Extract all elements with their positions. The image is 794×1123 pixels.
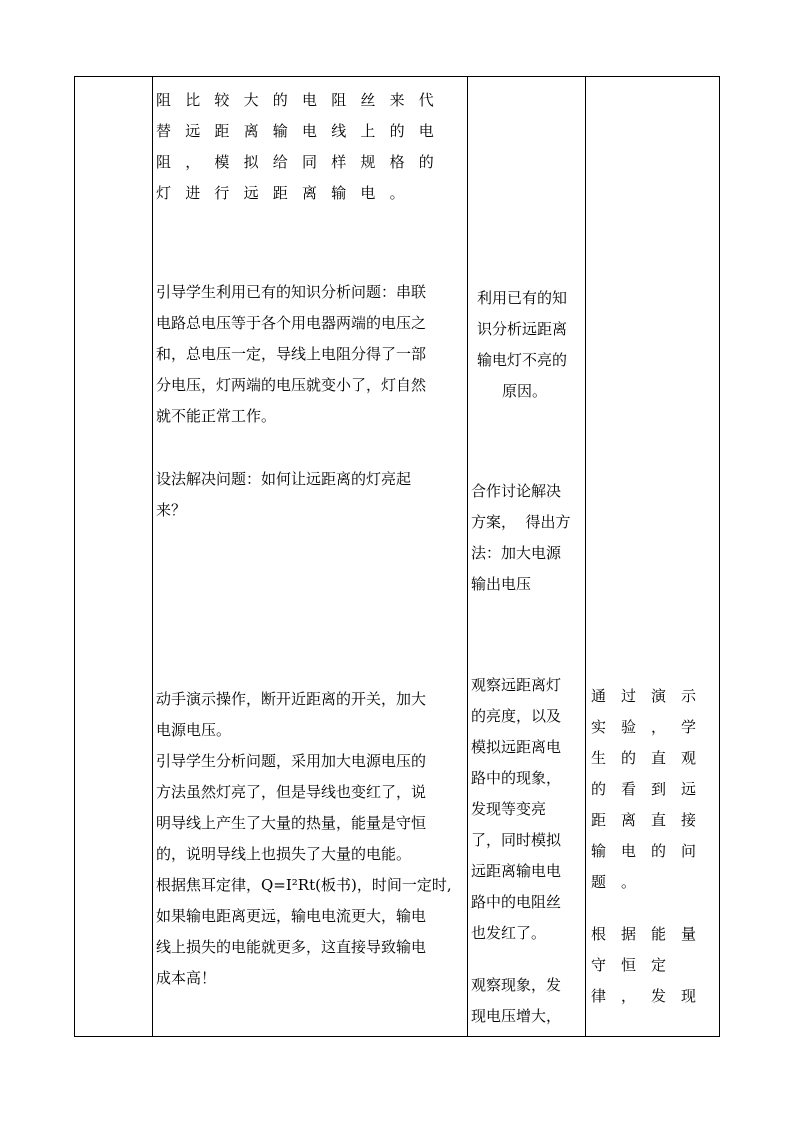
student-paragraph-1: 利用已有的知 识分析远距离 输电灯不亮的 原因。 (477, 289, 568, 400)
teacher-paragraph-1: 阻比较大的电阻丝来代 替远距离输电线上的电 阻，模拟给同样规格的 灯进行远距离输电。 (156, 91, 449, 202)
column-divider (585, 77, 586, 1036)
student-paragraph-2: 合作讨论解决 方案， 得出方 法：加大电源 输出电压 (471, 482, 571, 593)
intent-paragraph-1: 通过演示 实验，学 生的直观 的看到远 距离直接 输电的问 题。 (591, 687, 712, 891)
teacher-paragraph-4: 动手演示操作，断开近距离的开关，加大 电源电压。 引导学生分析问题，采用加大电源电压的 方法虽然灯亮了，但是导线也变红了，说 明导线上产生了大量的热量，能量是守恒 的，说明导线上也损失了大量的电能。 根据焦耳定律，Q=I²Rt(板书)，时间一定时, 如果输电距离更远，输电电流更大，输电 线上损失的电能就更多，这直接导致输电 成本高！ (156, 690, 452, 987)
teacher-paragraph-3: 设法解决问题：如何让远距离的灯亮起 来？ (156, 470, 412, 519)
intent-paragraph-2: 根据能量 守恒定 律，发现 (591, 925, 712, 1005)
student-paragraph-3: 观察远距离灯 的亮度，以及 模拟远距离电 路中的现象， 发现等变亮 了，同时模拟 远距离输电电 路中的电阻丝 也发红了。 (471, 676, 562, 942)
column-divider (467, 77, 468, 1036)
column-divider (152, 77, 153, 1036)
student-paragraph-4: 观察现象，发 现电压增大， (471, 976, 562, 1025)
teacher-paragraph-2: 引导学生利用已有的知识分析问题：串联 电路总电压等于各个用电器两端的电压之 和，总电压一定，导线上电阻分得了一部 分电压，灯两端的电压就变小了，灯自然 就不能正常工作。 (156, 283, 427, 425)
